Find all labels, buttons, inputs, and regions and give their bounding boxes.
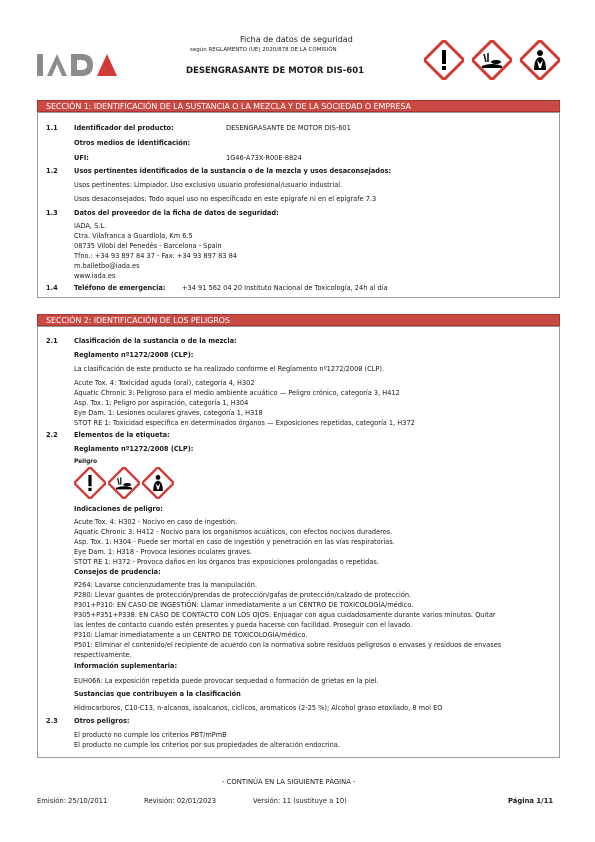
supplementary-text: EUH066: La exposición repetida puede provocar sequedad o formación de grietas en la piel. — [74, 677, 379, 685]
doc-title: Ficha de datos de seguridad — [240, 35, 353, 44]
prudence-line: P280: Llevar guantes de protección/prendas de protección/gafas de protección/calzado de protección. — [74, 591, 412, 599]
num-2-2: 2.2 — [46, 431, 58, 439]
regulation-text: según REGLAMENTO (UE) 2020/878 DE LA COMISIÓN — [190, 47, 337, 53]
substances-title: Sustancias que contribuyen a la clasificación — [74, 690, 241, 698]
prudence-line: P310: Llamar inmediatamente a un CENTRO DE TOXICOLOGÍA/médico. — [74, 631, 308, 639]
other-hazards-line: El producto no cumple los criterios PBT/mPmB — [74, 731, 227, 739]
supplier-line: Tfno.: +34 93 897 84 37 - Fax: +34 93 897 83 84 — [74, 252, 237, 260]
uses-discouraged: Usos desaconsejados: Todo aquel uso no especificado en este epígrafe ni en el epígrafe 7.3 — [74, 195, 377, 203]
prudence-line: P501: Eliminar el contenido/el recipiente de acuerdo con la normativa sobre residuos peligrosos o envases y residuos de envases — [74, 641, 502, 649]
prudence-line: las lentes de contacto cuando estén presentes y pueda hacerse con facilidad. Proseguir con el lavado. — [74, 621, 413, 629]
hazard-title: Indicaciones de peligro: — [74, 505, 163, 513]
supplier-line: IADA, S.L. — [74, 222, 107, 230]
num-1-1: 1.1 — [46, 124, 58, 132]
version-info: Versión: 11 (sustituye a 10) — [253, 797, 347, 805]
health-hazard-pictogram-icon — [520, 40, 560, 80]
other-hazards-line: El producto no cumple los criterios por sus propiedades de alteración endocrina. — [74, 741, 340, 749]
supplementary-title: Información suplementaria: — [74, 662, 178, 670]
ufi-value: 1G46-A73X-R00E-8824 — [226, 154, 302, 162]
supplier-title: Datos del proveedor de la ficha de datos de seguridad: — [74, 209, 279, 217]
other-means-label: Otros medios de identificación: — [74, 139, 191, 147]
other-hazards-title: Otros peligros: — [74, 717, 130, 725]
hazard-line: Aquatic Chronic 3: H412 - Nocivo para los organismos acuáticos, con efectos nocivos duraderos. — [74, 528, 393, 536]
prudence-line: P305+P351+P338: EN CASO DE CONTACTO CON LOS OJOS: Enjuagar con agua cuidadosamente durante varios minutos. Quitar — [74, 611, 496, 619]
hazard-line: Asp. Tox. 1: H304 - Puede ser mortal en caso de ingestión y penetración en las vías respiratorias. — [74, 538, 395, 546]
hazard-line: Acute Tox. 4: H302 - Nocivo en caso de ingestión. — [74, 518, 238, 526]
num-2-1: 2.1 — [46, 337, 58, 345]
exclamation-pictogram-icon — [424, 40, 464, 80]
identifier-value: DESENGRASANTE DE MOTOR DIS-601 — [226, 124, 351, 132]
hazard-line: Eye Dam. 1: H318 - Provoca lesiones oculares graves. — [74, 548, 252, 556]
emergency-value: +34 91 562 04 20 Instituto Nacional de Toxicología, 24h al día — [182, 284, 388, 292]
uses-pertinent: Usos pertinentes: Limpiador. Uso exclusivo usuario profesional/usuario industrial. — [74, 181, 343, 189]
revision-date: Revisión: 02/01/2023 — [144, 797, 217, 805]
prudence-line: P301+P310: EN CASO DE INGESTIÓN: Llamar inmediatamente a un CENTRO DE TOXICOLOGÍA/médico. — [74, 601, 414, 609]
classification-line: STOT RE 1: Toxicidad específica en determinados órganos — Exposiciones repetidas, categoría 1, H372 — [74, 419, 415, 427]
clp-label-2: Reglamento nº1272/2008 (CLP): — [74, 445, 194, 453]
num-2-3: 2.3 — [46, 717, 58, 725]
section2-header — [37, 314, 560, 326]
section1-title: SECCIÓN 1: IDENTIFICACIÓN DE LA SUSTANCIA O LA MEZCLA Y DE LA SOCIEDAD O EMPRESA — [46, 102, 411, 111]
hazard-line: STOT RE 1: H372 - Provoca daños en los órganos tras exposiciones prolongadas o repetidas. — [74, 558, 379, 566]
section2-title: SECCIÓN 2: IDENTIFICACIÓN DE LOS PELIGROS — [46, 316, 230, 325]
prudence-title: Consejos de prudencia: — [74, 568, 161, 576]
signal-word: Peligro — [74, 459, 98, 465]
classification-title: Clasificación de la sustancia o de la mezcla: — [74, 337, 237, 345]
prudence-line: respectivamente. — [74, 651, 132, 659]
supplier-line: Ctra. Vilafranca a Guardiola, Km 6.5 — [74, 232, 193, 240]
supplier-line: 08735 Vilobí del Penedès - Barcelona - Spain — [74, 242, 222, 250]
product-name: DESENGRASANTE DE MOTOR DIS-601 — [186, 66, 365, 76]
classification-line: Aquatic Chronic 3: Peligroso para el medio ambiente acuático — Peligro crónico, categoría 3, H412 — [74, 389, 400, 397]
section1-header — [37, 100, 560, 112]
continue-note: - CONTINÚA EN LA SIGUIENTE PÁGINA - — [222, 778, 356, 786]
emission-date: Emisión: 25/10/2011 — [37, 797, 108, 805]
num-1-3: 1.3 — [46, 209, 58, 217]
clp-label: Reglamento nº1272/2008 (CLP): — [74, 351, 194, 359]
supplier-website[interactable]: www.iada.es — [74, 272, 116, 280]
identifier-label: Identificador del producto: — [74, 124, 174, 132]
substances-text: Hidrocarburos, C10-C13, n-alcanos, isoalcanos, ciclicos, aromaticos (2-25 %); Alcohol graso etoxilado, 8 mol EO — [74, 704, 443, 712]
page-number: Página 1/11 — [508, 797, 554, 805]
iada-logo-mark — [37, 52, 129, 78]
health-hazard-pictogram-icon — [142, 467, 174, 499]
environment-pictogram-icon — [108, 467, 140, 499]
classification-intro: La clasificación de este producto se ha realizado conforme el Reglamento nº1272/2008 (CLP). — [74, 365, 385, 373]
ufi-label: UFI: — [74, 154, 89, 162]
uses-title: Usos pertinentes identificados de la sustancia o de la mezcla y usos desaconsejados: — [74, 167, 392, 175]
num-1-2: 1.2 — [46, 167, 58, 175]
iada-logo — [37, 52, 129, 76]
classification-line: Acute Tox. 4: Toxicidad aguda (oral), categoría 4, H302 — [74, 379, 255, 387]
classification-line: Eye Dam. 1: Lesiones oculares graves, categoría 1, H318 — [74, 409, 263, 417]
classification-line: Asp. Tox. 1: Peligro por aspiración, categoría 1, H304 — [74, 399, 249, 407]
num-1-4: 1.4 — [46, 284, 58, 292]
emergency-label: Teléfono de emergencia: — [74, 284, 166, 292]
exclamation-pictogram-icon — [74, 467, 106, 499]
supplier-email[interactable]: m.balletbo@iada.es — [74, 262, 140, 270]
label-elements-title: Elementos de la etiqueta: — [74, 431, 170, 439]
environment-pictogram-icon — [472, 40, 512, 80]
prudence-line: P264: Lavarse concienzudamente tras la manipulación. — [74, 581, 257, 589]
